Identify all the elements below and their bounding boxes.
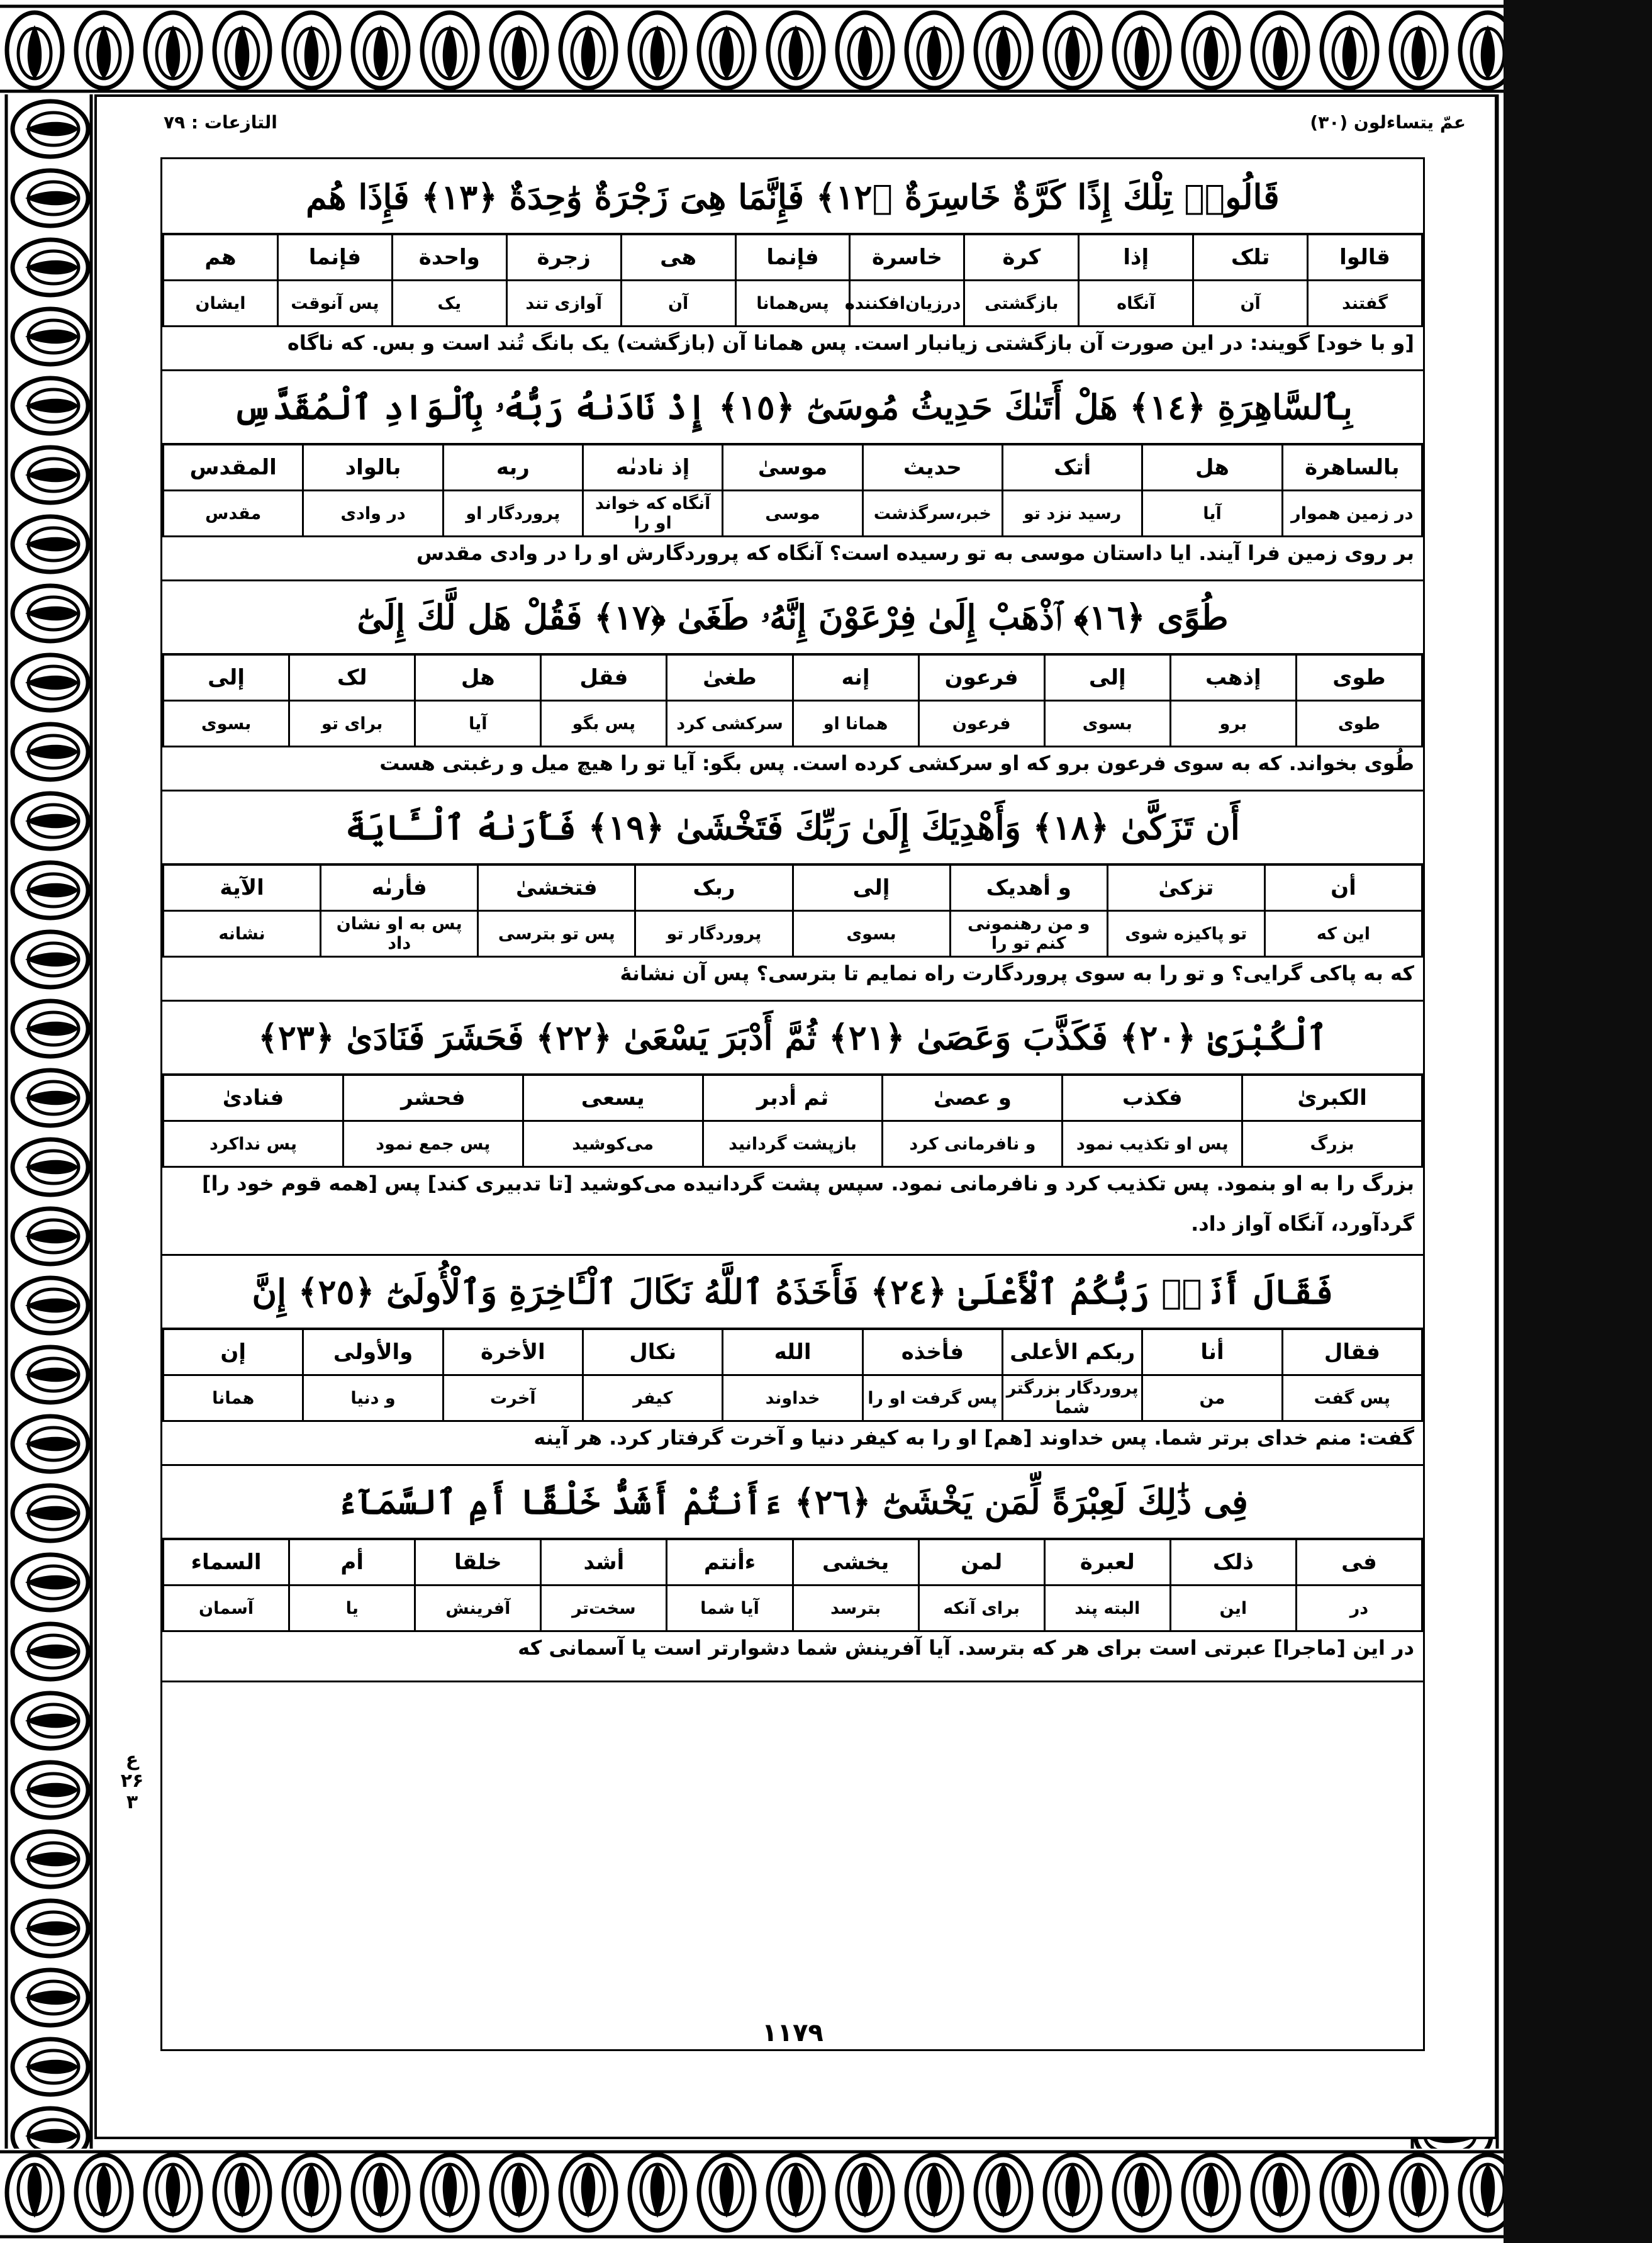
arabic-word-cell: بالواد: [303, 445, 443, 491]
verse-line: أَن تَزَكَّىٰ ﴿١٨﴾ وَأَهْدِيَكَ إِلَىٰ رَبِّكَ فَتَخْشَىٰ ﴿١٩﴾ فَأَرَىٰهُ ٱلْـَٔايَةَ: [162, 790, 1423, 865]
persian-meaning-cell: بازپشت گردانید: [703, 1121, 883, 1167]
persian-meaning-cell: در وادی: [303, 491, 443, 537]
arabic-words-row: [164, 1540, 1422, 1586]
arabic-word-cell: هم: [164, 235, 278, 281]
persian-meaning-cell: تو پاکیزه شوی: [1107, 911, 1264, 957]
arabic-word-cell: إن: [164, 1329, 303, 1375]
arabic-word-cell: فتخشیٰ: [478, 865, 635, 911]
arabic-word-cell: تزکیٰ: [1107, 865, 1264, 911]
arabic-word-cell: فأخذه: [862, 1329, 1002, 1375]
verse-translation: طُوی بخواند. که به سوی فرعون برو که او سرکشی کرده است. پس بگو: آیا تو را هیچ میل و رغبتی هست: [379, 751, 1414, 775]
persian-meaning-cell: این که: [1264, 911, 1422, 957]
verse-translation: در این [ماجرا] عبرتی است برای هر که بترسد. آیا آفرینش شما دشوارتر است یا آسمانی که: [518, 1636, 1414, 1660]
persian-meaning-cell: خبر،سرگذشت: [862, 491, 1002, 537]
persian-meaning-cell: آفرینش: [415, 1586, 541, 1631]
ornament-border-left: [0, 94, 94, 2149]
verse-line: طُوًى ﴿١٦﴾ ٱذْهَبْ إِلَىٰ فِرْعَوْنَ إِنَّهُۥ طَغَىٰ ﴿١٧﴾ فَقُلْ هَل لَّكَ إِلَىٰٓ: [162, 579, 1423, 655]
persian-meaning-cell: پس جمع نمود: [343, 1121, 523, 1167]
persian-meaning-cell: بزرگ: [1242, 1121, 1422, 1167]
persian-meaning-cell: آیا: [1142, 491, 1282, 537]
arabic-word-cell: خلقا: [415, 1540, 541, 1586]
juz-label: عمّ یتساءلون (۳۰): [1310, 112, 1466, 133]
word-table: [162, 233, 1423, 327]
persian-meaning-cell: بسوی: [1044, 701, 1170, 747]
word-table: [162, 654, 1423, 747]
persian-meaning-cell: بازگشتی: [964, 281, 1079, 327]
arabic-word-cell: السماء: [164, 1540, 289, 1586]
word-table: [162, 864, 1423, 958]
arabic-words-row: [164, 1329, 1422, 1375]
arabic-word-cell: المقدس: [164, 445, 303, 491]
persian-meanings-row: [164, 701, 1422, 747]
arabic-word-cell: فأرىٰه: [321, 865, 478, 911]
persian-meaning-cell: پس بگو: [541, 701, 667, 747]
arabic-word-cell: إلی: [793, 865, 950, 911]
arabic-word-cell: فحشر: [343, 1075, 523, 1121]
persian-meaning-cell: پس گرفت او را: [862, 1375, 1002, 1421]
arabic-word-cell: و أهدیک: [950, 865, 1107, 911]
persian-meaning-cell: پس‌همانا: [735, 281, 850, 327]
persian-meaning-cell: یا: [289, 1586, 415, 1631]
persian-meaning-cell: من: [1142, 1375, 1282, 1421]
arabic-word-cell: الأخرة: [443, 1329, 583, 1375]
ornament-border-top: [0, 0, 1504, 94]
arabic-word-cell: إذهب: [1170, 655, 1296, 701]
persian-meaning-cell: پس او تکذیب نمود: [1063, 1121, 1242, 1167]
persian-meaning-cell: گفتند: [1308, 281, 1422, 327]
arabic-word-cell: ثم أدبر: [703, 1075, 883, 1121]
arabic-word-cell: والأولی: [303, 1329, 443, 1375]
verse-line: ٱلْكُبْرَىٰ ﴿٢٠﴾ فَكَذَّبَ وَعَصَىٰ ﴿٢١﴾ ثُمَّ أَدْبَرَ يَسْعَىٰ ﴿٢٢﴾ فَحَشَرَ فَنَادَىٰ ﴿٢٣﴾: [162, 1000, 1423, 1075]
persian-meaning-cell: آن: [1193, 281, 1308, 327]
arabic-word-cell: یخشی: [793, 1540, 918, 1586]
arabic-words-row: [164, 865, 1422, 911]
persian-meaning-cell: برای آنکه: [918, 1586, 1044, 1631]
persian-meaning-cell: پروردگار او: [443, 491, 583, 537]
arabic-word-cell: قالوا: [1308, 235, 1422, 281]
persian-meaning-cell: پس به او نشان داد: [321, 911, 478, 957]
arabic-word-cell: أشد: [541, 1540, 667, 1586]
arabic-word-cell: موسیٰ: [723, 445, 862, 491]
arabic-word-cell: أن: [1264, 865, 1422, 911]
block-separator: [162, 1681, 1423, 1682]
persian-meaning-cell: پروردگار تو: [635, 911, 793, 957]
arabic-word-cell: طوی: [1296, 655, 1422, 701]
persian-meaning-cell: کیفر: [583, 1375, 723, 1421]
arabic-word-cell: زجرة: [506, 235, 621, 281]
verse-line: قَالُوا۟ تِلْكَ إِذًا كَرَّةٌ خَاسِرَةٌ ﴿١٢﴾ فَإِنَّمَا هِىَ زَجْرَةٌ وَٰحِدَةٌ ﴿١٣﴾ فَإِذَا هُم: [162, 159, 1423, 235]
arabic-word-cell: هل: [1142, 445, 1282, 491]
persian-meaning-cell: بسوی: [164, 701, 289, 747]
persian-meaning-cell: نشانه: [164, 911, 321, 957]
persian-meaning-cell: پس نداکرد: [164, 1121, 343, 1167]
persian-meaning-cell: آنگاه: [1079, 281, 1193, 327]
margin-mark-line1: ع: [125, 1748, 139, 1770]
arabic-word-cell: الکبریٰ: [1242, 1075, 1422, 1121]
persian-meaning-cell: و دنیا: [303, 1375, 443, 1421]
persian-meaning-cell: موسی: [723, 491, 862, 537]
arabic-word-cell: ذلک: [1170, 1540, 1296, 1586]
translation-grid: [160, 157, 1425, 2051]
persian-meaning-cell: آسمان: [164, 1586, 289, 1631]
persian-meaning-cell: ایشان: [164, 281, 278, 327]
persian-meaning-cell: آنگاه که خواند او را: [583, 491, 723, 537]
persian-meaning-cell: آیا شما: [667, 1586, 793, 1631]
arabic-word-cell: إلی: [164, 655, 289, 701]
persian-meaning-cell: و من رهنمونی کنم تو را: [950, 911, 1107, 957]
persian-meaning-cell: مقدس: [164, 491, 303, 537]
arabic-word-cell: ءأنتم: [667, 1540, 793, 1586]
persian-meaning-cell: در: [1296, 1586, 1422, 1631]
verse-line: فَقَالَ أَنَا۠ رَبُّكُمُ ٱلْأَعْلَىٰ ﴿٢٤﴾ فَأَخَذَهُ ٱللَّهُ نَكَالَ ٱلْـَٔاخِرَةِ وَٱلْأُولَىٰٓ ﴿٢٥﴾ إِنَّ: [162, 1254, 1423, 1329]
arabic-word-cell: تلک: [1193, 235, 1308, 281]
arabic-word-cell: هل: [415, 655, 541, 701]
verse-translation: بزرگ را به او بنمود. پس تکذیب کرد و نافرمانی نمود. سپس پشت گردانیده می‌کوشید [تا تدبیری کند] پس [همه قوم خود را] گردآورد، آنگاه آواز داد.: [202, 1172, 1414, 1236]
persian-meaning-cell: سخت‌تر: [541, 1586, 667, 1631]
scan-dark-edge: [1504, 0, 1652, 2243]
arabic-word-cell: إذ نادىٰه: [583, 445, 723, 491]
page-number: ۱۱۷۹: [762, 2018, 823, 2047]
margin-mark-line2: ۲۶: [120, 1770, 144, 1792]
arabic-word-cell: ربکم الأعلی: [1003, 1329, 1142, 1375]
arabic-word-cell: لمن: [918, 1540, 1044, 1586]
page-header: [120, 108, 1472, 140]
arabic-word-cell: فإنما: [277, 235, 392, 281]
persian-meaning-cell: بترسد: [793, 1586, 918, 1631]
persian-meaning-cell: پس تو بترسی: [478, 911, 635, 957]
persian-meanings-row: [164, 1121, 1422, 1167]
word-table: [162, 1328, 1423, 1422]
arabic-word-cell: بالساهرة: [1282, 445, 1422, 491]
persian-meaning-cell: سرکشی کرد: [667, 701, 793, 747]
persian-meaning-cell: پس گفت: [1282, 1375, 1422, 1421]
persian-meaning-cell: آوازی تند: [506, 281, 621, 327]
persian-meaning-cell: در زمین هموار: [1282, 491, 1422, 537]
arabic-word-cell: یسعی: [523, 1075, 703, 1121]
persian-meanings-row: [164, 911, 1422, 957]
arabic-word-cell: نکال: [583, 1329, 723, 1375]
arabic-word-cell: کرة: [964, 235, 1079, 281]
arabic-word-cell: طغیٰ: [667, 655, 793, 701]
word-table: [162, 444, 1423, 537]
persian-meaning-cell: البته پند: [1044, 1586, 1170, 1631]
persian-meaning-cell: این: [1170, 1586, 1296, 1631]
verse-line: بِٱلسَّاهِرَةِ ﴿١٤﴾ هَلْ أَتَىٰكَ حَدِيثُ مُوسَىٰٓ ﴿١٥﴾ إِذْ نَادَىٰهُ رَبُّهُۥ بِٱلْوَادِ ٱلْمُقَدَّسِ: [162, 369, 1423, 445]
arabic-word-cell: ربه: [443, 445, 583, 491]
arabic-words-row: [164, 235, 1422, 281]
margin-mark-line3: ۳: [126, 1791, 138, 1813]
verse-translation: [و با خود] گویند: در این صورت آن بازگشتی زیانبار است. پس همانا آن (بازگشت) یک بانگ تُند است و بس. که ناگاه: [287, 331, 1414, 355]
arabic-word-cell: الله: [723, 1329, 862, 1375]
verse-line: فِى ذَٰلِكَ لَعِبْرَةً لِّمَن يَخْشَىٰٓ ﴿٢٦﴾ ءَأَنتُمْ أَشَدُّ خَلْقًا أَمِ ٱلسَّمَآءُ: [162, 1464, 1423, 1540]
persian-meaning-cell: آن: [621, 281, 735, 327]
persian-meaning-cell: برو: [1170, 701, 1296, 747]
arabic-word-cell: لعبرة: [1044, 1540, 1170, 1586]
ornament-border-bottom: [0, 2149, 1504, 2243]
persian-meanings-row: [164, 1586, 1422, 1631]
persian-meanings-row: [164, 1375, 1422, 1421]
arabic-word-cell: إلی: [1044, 655, 1170, 701]
arabic-word-cell: إنه: [793, 655, 918, 701]
persian-meaning-cell: و نافرمانی کرد: [883, 1121, 1063, 1167]
arabic-word-cell: فی: [1296, 1540, 1422, 1586]
persian-meaning-cell: همانا: [164, 1375, 303, 1421]
persian-meaning-cell: خداوند: [723, 1375, 862, 1421]
arabic-word-cell: الآیة: [164, 865, 321, 911]
arabic-word-cell: إذا: [1079, 235, 1193, 281]
persian-meaning-cell: پروردگار بزرگتر شما: [1003, 1375, 1142, 1421]
arabic-word-cell: واحدة: [392, 235, 506, 281]
arabic-word-cell: فرعون: [918, 655, 1044, 701]
arabic-words-row: [164, 655, 1422, 701]
persian-meaning-cell: می‌کوشید: [523, 1121, 703, 1167]
persian-meaning-cell: برای تو: [289, 701, 415, 747]
persian-meaning-cell: فرعون: [918, 701, 1044, 747]
persian-meaning-cell: رسید نزد تو: [1003, 491, 1142, 537]
verse-translation: که به پاکی گرایی؟ و تو را به سوی پروردگارت راه نمایم تا بترسی؟ پس آن نشانهٔ: [620, 961, 1414, 985]
persian-meaning-cell: همانا او: [793, 701, 918, 747]
persian-meaning-cell: درزیان‌افکننده: [850, 281, 964, 327]
surah-label: التازعات : ۷۹: [164, 112, 277, 133]
arabic-word-cell: فکذب: [1063, 1075, 1242, 1121]
arabic-word-cell: فقال: [1282, 1329, 1422, 1375]
arabic-word-cell: خاسرة: [850, 235, 964, 281]
arabic-word-cell: أم: [289, 1540, 415, 1586]
persian-meaning-cell: پس آنوقت: [277, 281, 392, 327]
arabic-word-cell: فنادیٰ: [164, 1075, 343, 1121]
arabic-word-cell: فإنما: [735, 235, 850, 281]
word-table: [162, 1538, 1423, 1632]
persian-meanings-row: [164, 281, 1422, 327]
arabic-word-cell: و عصیٰ: [883, 1075, 1063, 1121]
arabic-word-cell: أتک: [1003, 445, 1142, 491]
arabic-words-row: [164, 445, 1422, 491]
persian-meaning-cell: بسوی: [793, 911, 950, 957]
verse-translation: گفت: منم خدای برتر شما. پس خداوند [هم] او را به کیفر دنیا و آخرت گرفتار کرد. هر آینه: [533, 1426, 1414, 1450]
arabic-word-cell: أنا: [1142, 1329, 1282, 1375]
persian-meaning-cell: طوی: [1296, 701, 1422, 747]
persian-meaning-cell: آخرت: [443, 1375, 583, 1421]
persian-meanings-row: [164, 491, 1422, 537]
arabic-word-cell: حدیث: [862, 445, 1002, 491]
arabic-word-cell: هی: [621, 235, 735, 281]
arabic-word-cell: ربک: [635, 865, 793, 911]
word-table: [162, 1074, 1423, 1168]
verse-translation: بر روی زمین فرا آیند. ایا داستان موسی به تو رسیده است؟ آنگاه که پروردگارش او را در وادی مقدس: [416, 541, 1414, 565]
margin-juz-mark: [113, 1749, 151, 1818]
arabic-word-cell: فقل: [541, 655, 667, 701]
persian-meaning-cell: یک: [392, 281, 506, 327]
persian-meaning-cell: آیا: [415, 701, 541, 747]
arabic-words-row: [164, 1075, 1422, 1121]
arabic-word-cell: لک: [289, 655, 415, 701]
